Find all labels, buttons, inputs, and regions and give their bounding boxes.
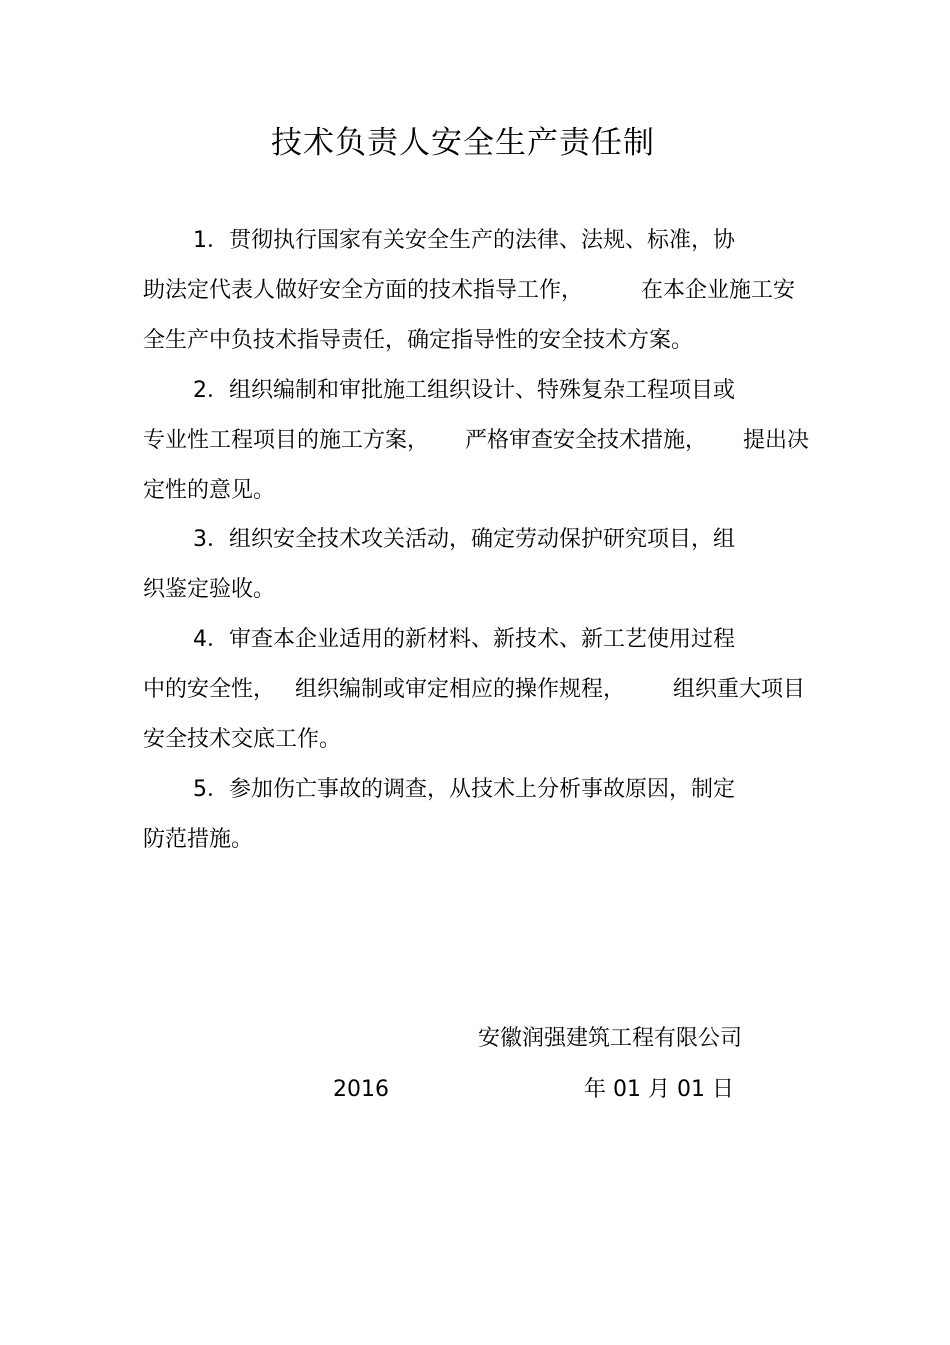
- clause-line: [143, 825, 253, 855]
- clause-text: 提出决: [743, 428, 810, 453]
- clause-line: [143, 725, 341, 755]
- company-name: 安徽润强建筑工程有限公司: [478, 1026, 743, 1051]
- clause-line: [143, 476, 275, 506]
- clause-text: 防范措施。: [143, 827, 254, 852]
- clause-line: [193, 525, 735, 555]
- clause-line: [193, 625, 735, 655]
- clause-line: [143, 276, 795, 306]
- clause-text: 在本企业施工安: [641, 278, 796, 303]
- clause-text: 专业性工程项目的施工方案，: [143, 428, 430, 453]
- clause-text: 3．组织安全技术攻关活动，确定劳动保护研究项目，组: [193, 527, 735, 552]
- clause-text: 助法定代表人做好安全方面的技术指导工作，: [143, 278, 584, 303]
- clause-text: 织鉴定验收。: [143, 577, 276, 602]
- clause-text: 5．参加伤亡事故的调查，从技术上分析事故原因，制定: [193, 777, 735, 802]
- clause-line: [143, 575, 275, 605]
- clause-line: [143, 426, 809, 456]
- clause-text: 定性的意见。: [143, 478, 276, 503]
- clause-text: 严格审查安全技术措施，: [465, 428, 708, 453]
- clause-text: 组织编制或审定相应的操作规程，: [295, 677, 626, 702]
- date-month-day: 年 01 月 01 日: [584, 1077, 734, 1102]
- document-title: 技术负责人安全生产责任制: [271, 125, 655, 161]
- clause-text: 中的安全性，: [143, 677, 276, 702]
- clause-line: [193, 775, 735, 805]
- clause-text: 2．组织编制和审批施工组织设计、特殊复杂工程项目或: [193, 378, 735, 403]
- clause-text: 组织重大项目: [673, 677, 806, 702]
- clause-text: 1．贯彻执行国家有关安全生产的法律、法规、标准，协: [193, 228, 735, 253]
- clause-text: 安全技术交底工作。: [143, 727, 342, 752]
- clause-line: [193, 226, 735, 256]
- clause-text: 4．审查本企业适用的新材料、新技术、新工艺使用过程: [193, 627, 735, 652]
- clause-text: 全生产中负技术指导责任，确定指导性的安全技术方案。: [143, 328, 694, 353]
- clause-line: [193, 376, 735, 406]
- clause-line: [143, 675, 805, 705]
- date-year: 2016: [333, 1077, 389, 1102]
- clause-line: [143, 326, 693, 356]
